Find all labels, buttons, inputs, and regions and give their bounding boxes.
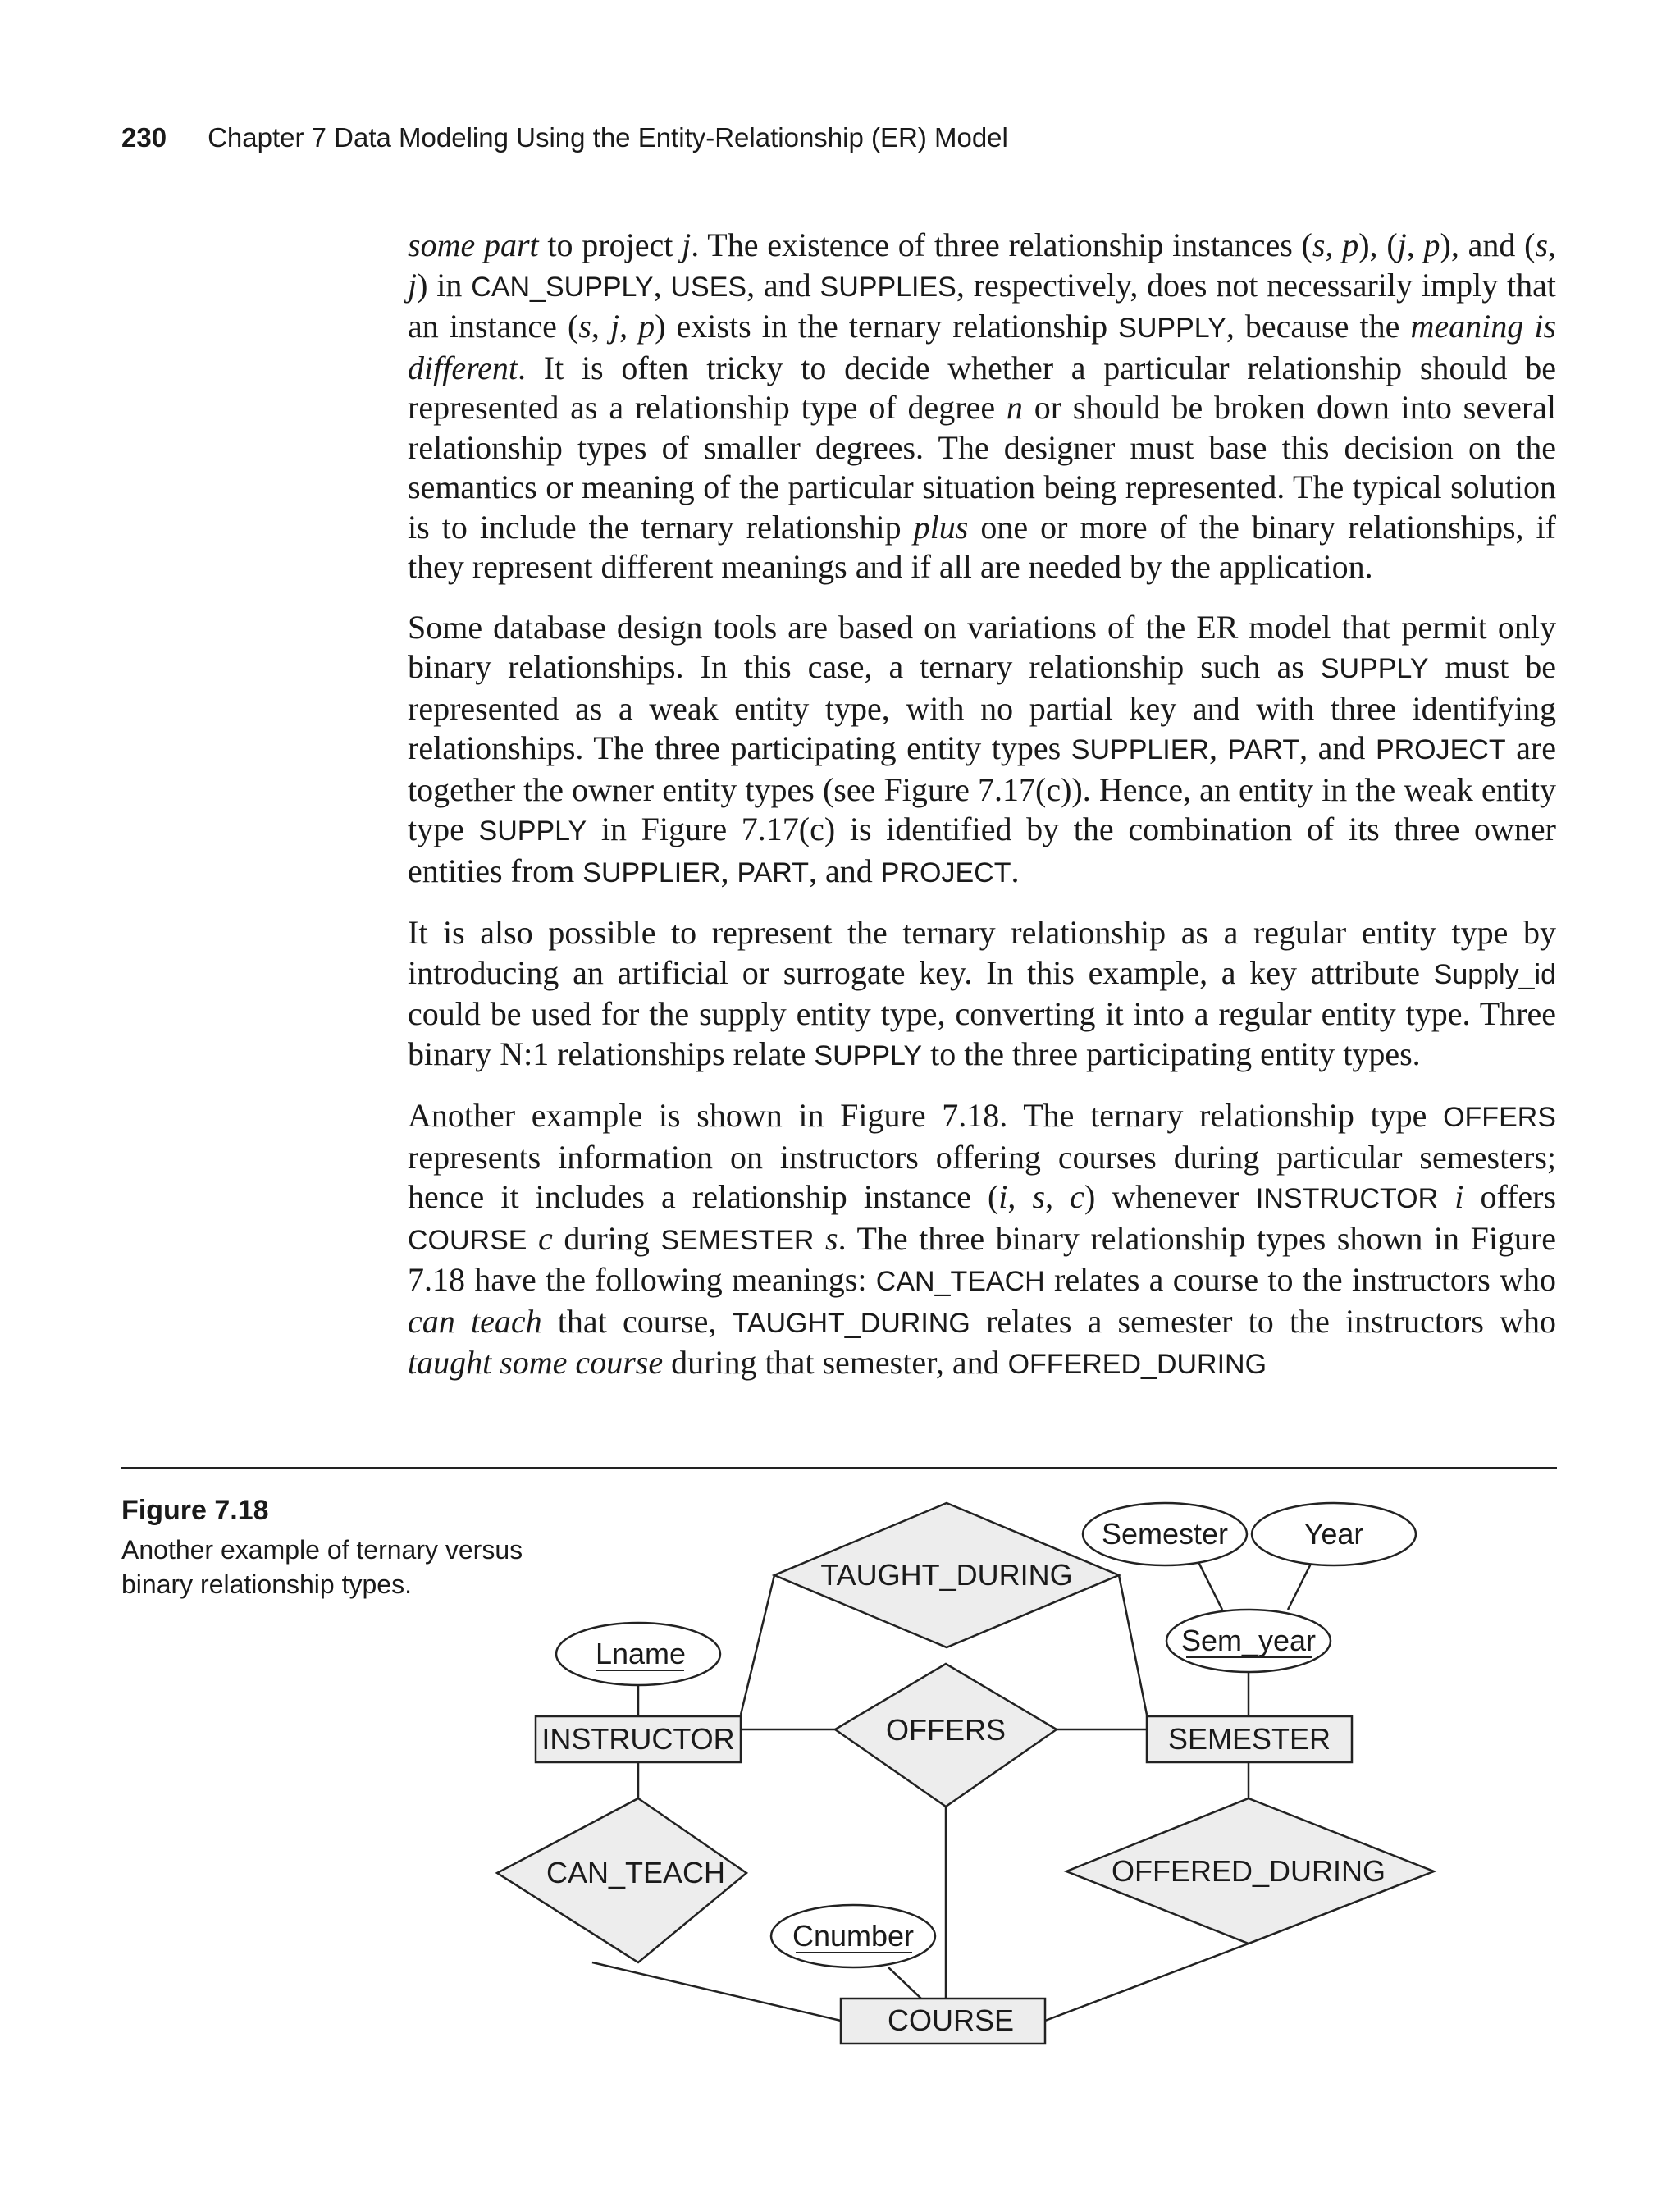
figure-label: Figure 7.18 — [121, 1495, 269, 1526]
semester-attr-label: Semester — [1101, 1517, 1229, 1551]
attribute-lname — [556, 1623, 720, 1685]
figure-caption: Another example of ternary versus binary relationship types. — [121, 1535, 523, 1599]
year-label: Year — [1303, 1517, 1364, 1551]
attribute-semester — [1083, 1503, 1247, 1565]
paragraph-3: It is also possible to represent the ternary relationship as a regular entity type by introducing an artificial or surrogate key. In this example, a key attribute Supply_id could be used for the supply entity type, converting it into a regular entity type. Three binary N:1 relationships relate SUPPLY to the three participating entity types. — [408, 914, 1556, 1072]
taught-during-label: TAUGHT_DURING — [820, 1558, 1073, 1592]
paragraph-2: Some database design tools are based on variations of the ER model that permit only binary relationships. In this case, a ternary relationship such as SUPPLY must be represented as a weak entity type, with no partial key and with three identifying relationships. The three participating entity types SUPPLIER, PART, and PROJECT are together the owner entity types (see Figure 7.17(c)). Hence, an entity in the weak entity type SUPPLY in Figure 7.17(c) is identified by the combination of its three owner entities from SUPPLIER, PART, and PROJECT. — [408, 608, 1557, 889]
semester-label: SEMESTER — [1167, 1722, 1331, 1756]
paragraph-4: Another example is shown in Figure 7.18. The ternary relationship type OFFERS represents information on instructors offering courses during particular semesters; hence it includes a relationship instance (i, s, c) whenever INSTRUCTOR i offers COURSE c during SEMESTER s. The three binary relationship types shown in Figure 7.18 have the following meanings: CAN_TEACH relates a course to the instructors who can teach that course, TAUGHT_DURING relates a semester to the instructors who taught some course during that semester, and OFFERED_DURING — [408, 1097, 1557, 1381]
entity-semester — [1147, 1716, 1352, 1762]
relationship-taught-during — [774, 1503, 1119, 1647]
running-title: Chapter 7 Data Modeling Using the Entity-Relationship (ER) Model — [208, 122, 1008, 153]
relationship-offered-during — [1066, 1798, 1434, 1944]
can-teach-label: CAN_TEACH — [546, 1856, 726, 1889]
instructor-label: INSTRUCTOR — [541, 1722, 735, 1756]
attribute-cnumber — [771, 1905, 935, 1967]
offered-during-label: OFFERED_DURING — [1111, 1854, 1386, 1888]
sem-year-label: Sem_year — [1180, 1624, 1317, 1657]
attribute-year — [1252, 1503, 1416, 1565]
relationship-offers — [835, 1664, 1057, 1807]
entity-instructor — [536, 1716, 741, 1762]
lname-label: Lname — [595, 1637, 687, 1670]
attribute-sem-year — [1166, 1610, 1331, 1672]
cnumber-label: Cnumber — [792, 1919, 915, 1953]
course-label: COURSE — [887, 2003, 1015, 2037]
page-number: 230 — [121, 122, 167, 153]
paragraph-1: some part to project j. The existence of three relationship instances (s, p), (j, p), and (s, j) in CAN_SUPPLY, USES, and SUPPLIES, respectively, does not necessarily imply that an instance (s, j, p) exists in the ternary relationship SUPPLY, because the meaning is different. It is often tricky to decide whether a particular relationship should be represented as a relationship type of degree n or should be broken down into several relationship types of smaller degrees. The designer must base this decision on the semantics or meaning of the particular situation being represented. The typical solution is to include the ternary relationship plus one or more of the binary relationships, if they represent different meanings and if all are needed by the application. — [408, 226, 1557, 585]
entity-course — [841, 1999, 1045, 2044]
relationship-can-teach — [497, 1798, 746, 1962]
offers-label: OFFERS — [885, 1713, 1007, 1747]
